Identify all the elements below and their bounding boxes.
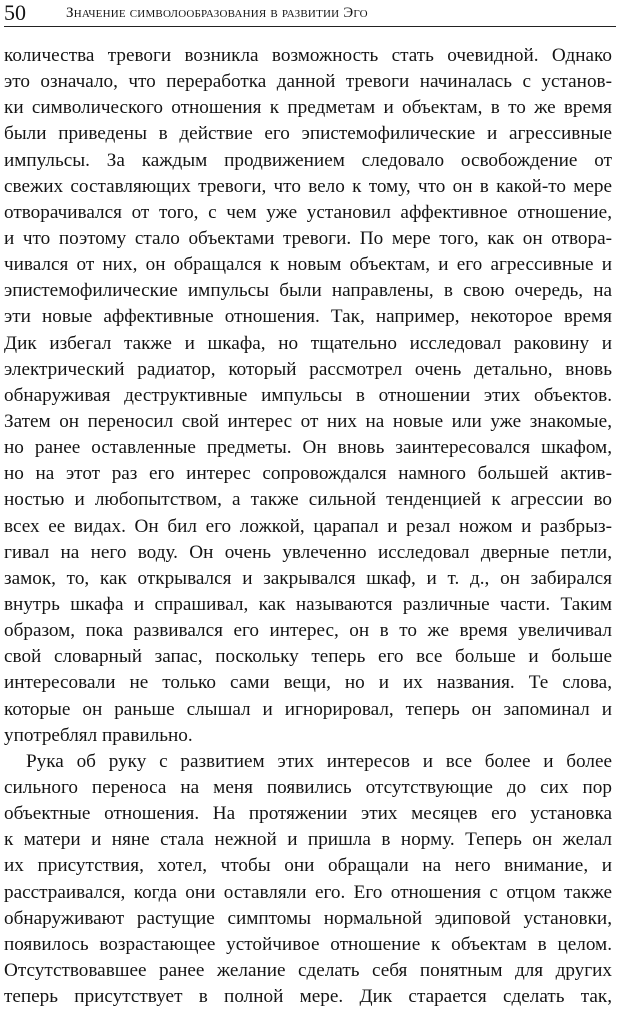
text-line: внутрь шкафа и спрашивал, как называются различные части. Таким [4, 593, 612, 615]
text-line: обнаруживая деструктивные импульсы в отношении этих объектов. [4, 384, 612, 406]
text-line: но ранее оставленные предметы. Он вновь заинтересовался шкафом, [4, 437, 612, 459]
text-line: которые он раньше слышал и игнорировал, теперь он запоминал и [4, 698, 612, 720]
text-line: импульсы. За каждым продвижением следовало освобождение от [4, 149, 612, 171]
text-line: Отсутствовавшее ранее желание сделать себя понятным для других [4, 959, 612, 981]
body-text [4, 43, 612, 1010]
text-line: ки символического отношения к предметам и объектам, в то же время [4, 97, 612, 119]
text-line: Затем он переносил свой интерес от них на новые или уже знакомые, [4, 410, 612, 432]
text-line: чивался от них, он обращался к новым объектам, и его агрессивные и [4, 254, 612, 276]
text-line: гивал на него воду. Он очень увлеченно исследовал дверные петли, [4, 541, 612, 563]
text-line: электрический радиатор, который рассмотрел очень детально, вновь [4, 358, 612, 380]
text-line: образом, пока развивался его интерес, он в то же время увеличивал [4, 620, 612, 642]
page-number: 50 [4, 0, 26, 25]
text-line: теперь присутствует в полной мере. Дик старается сделать так, [4, 986, 612, 1008]
text-line: и что поэтому стало объектами тревоги. По мере того, как он отвора- [4, 227, 612, 249]
running-head-title: Значение символообразования в развитии Эго [66, 5, 368, 21]
header-rule [4, 26, 616, 27]
text-line: эпистемофилические импульсы были направлены, в свою очередь, на [4, 280, 612, 302]
text-line: к матери и няне стала нежной и пришла в норму. Теперь он желал [4, 829, 612, 851]
text-line: сильного переноса на меня появились отсутствующие до сих пор [4, 776, 612, 798]
text-line: свежих составляющих тревоги, что вело к тому, что он в какой-то мере [4, 175, 612, 197]
text-line: эти новые аффективные отношения. Так, например, некоторое время [4, 306, 612, 328]
text-line: всех ее видах. Он бил его ложкой, царапал и резал ножом и разбрыз- [4, 515, 612, 537]
text-line: расстраивался, когда они оставляли его. Его отношения с отцом также [4, 881, 612, 903]
text-line: ностью и любопытством, а также сильной тенденцией к агрессии во [4, 489, 612, 511]
text-line: были приведены в действие его эпистемофилические и агрессивные [4, 123, 612, 145]
text-line: свой словарный запас, поскольку теперь его все больше и больше [4, 646, 612, 668]
paragraph-first-line: Рука об руку с развитием этих интересов и все более и более [26, 750, 612, 772]
text-line: Дик избегал также и шкафа, но тщательно исследовал раковину и [4, 332, 612, 354]
text-line: замок, то, как открывался и закрывался шкаф, и т. д., он забирался [4, 567, 612, 589]
text-line: появилось возрастающее устойчивое отношение к объектам в целом. [4, 933, 612, 955]
text-line: объектные отношения. На протяжении этих месяцев его установка [4, 803, 612, 825]
text-line: количества тревоги возникла возможность стать очевидной. Однако [4, 45, 612, 66]
text-line: это означало, что переработка данной тревоги начиналась с установ- [4, 71, 612, 93]
text-line: но на этот раз его интерес сопровождался намного большей актив- [4, 463, 612, 485]
text-line: отворачивался от того, с чем уже установил аффективное отношение, [4, 201, 612, 223]
text-line: интересовали не только сами вещи, но и их названия. Те слова, [4, 672, 612, 694]
text-line: их присутствия, хотел, чтобы они обращали на него внимание, и [4, 855, 612, 877]
running-head [4, 0, 616, 30]
text-line: обнаруживают растущие симптомы нормальной эдиповой установки, [4, 907, 612, 929]
paragraph-last-line: употреблял правильно. [4, 724, 193, 746]
